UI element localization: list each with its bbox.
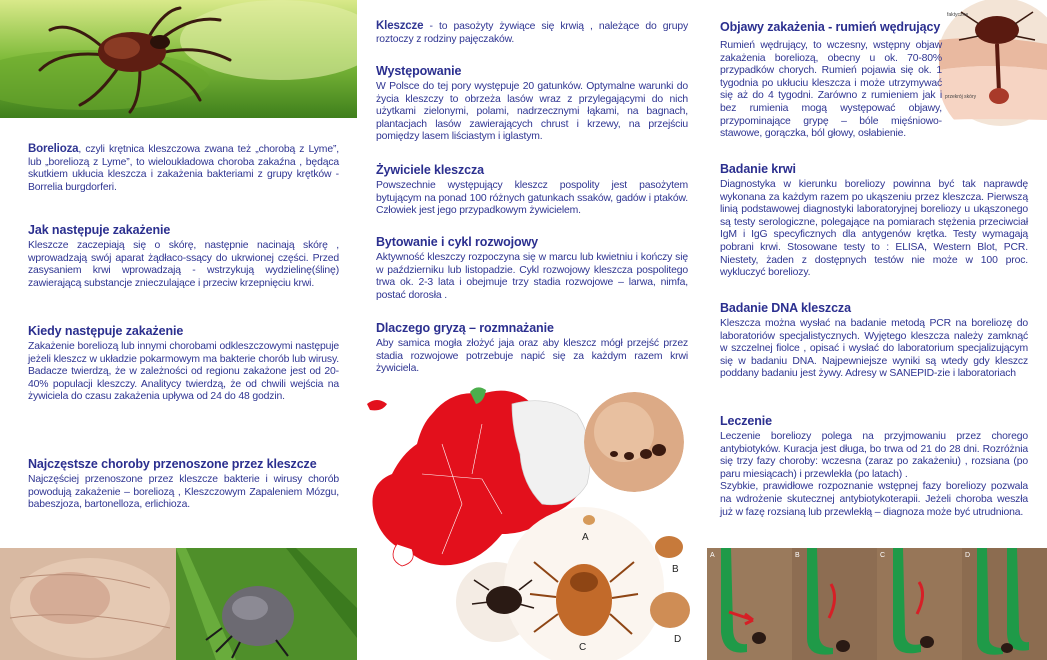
section-title: Badanie DNA kleszcza bbox=[720, 301, 851, 315]
diagram-label-2: przekrój skóry bbox=[945, 94, 977, 100]
section-badanie-krwi bbox=[720, 162, 1028, 280]
section-text: W Polsce do tej pory występuje 20 gatunków. Optymalne warunki do życia kleszczy to obrzeża lasów wraz z przylegającymi do nich użytkami zielonymi, polami, nadrzecznymi łąkami, na bagnach, plantacjach lasów zawierających chrust i krzewy, na przejściu pomiędzy lasem liściastym i iglastym. bbox=[376, 81, 688, 143]
removal-label-c: C bbox=[880, 552, 886, 559]
section-title: Bytowanie i cykl rozwojowy bbox=[376, 235, 539, 249]
tick-removal-steps-illustration bbox=[707, 548, 1047, 660]
tick-life-stages-illustration bbox=[434, 492, 710, 660]
engorged-tick-photo bbox=[176, 548, 357, 660]
removal-label-b: B bbox=[795, 552, 800, 559]
term-kleszcze: Kleszcze bbox=[376, 20, 424, 32]
section-text: Rumień wędrujący, to wczesny, wstępny objaw zakażenia boreliozą, obecny u ok. 70-80% przypadków chorych. Rumień pojawia się ok. 1 tygodnia po ukłuciu kleszcza i może utrzymywać się aż do 4 tygodni. Zarówno z rumieniem jak i bez rumienia mogą występować objawy, przypominające grypę – bóle mięśniowo-stawowe, gorączka, ból głowy, osłabienie. bbox=[720, 40, 942, 140]
tick-on-grass-photo bbox=[0, 0, 357, 118]
section-jak-nastepuje bbox=[28, 223, 339, 290]
diagram-label-1: faktyczne bbox=[947, 12, 969, 18]
intro-borelioza bbox=[28, 143, 339, 194]
intro-text: , czyli krętnica kleszczowa zwana też „chorobą z Lyme”, lub „boreliozą z Lyme”, to wieloukładowa choroba zakaźna , będąca skutkiem ukłucia kleszcza i zakażenia bakteriami z grupy krętków - Borrelia burgdorferi. bbox=[28, 144, 339, 193]
intro-kleszcze bbox=[376, 20, 688, 46]
section-dlaczego-gryza bbox=[376, 321, 688, 376]
skin-rash-photo bbox=[0, 548, 176, 660]
section-title: Występowanie bbox=[376, 64, 462, 78]
section-title: Żywiciele kleszcza bbox=[376, 163, 484, 177]
section-text: Aby samica mogła złożyć jaja oraz aby kleszcz mógł przejść przez stadia rozwojowe potrzebuje napić się za każdym razem krwi żywiciela. bbox=[376, 338, 688, 375]
section-bytowanie bbox=[376, 235, 688, 302]
term-borelioza: Borelioza bbox=[28, 143, 79, 155]
section-najczestsze-choroby bbox=[28, 457, 339, 512]
column-middle bbox=[362, 0, 700, 660]
section-title: Najczęstsze choroby przenoszone przez kleszcze bbox=[28, 457, 317, 471]
section-title: Leczenie bbox=[720, 414, 773, 428]
section-title: Jak następuje zakażenie bbox=[28, 223, 171, 237]
section-objawy bbox=[720, 20, 942, 37]
stage-label-a: A bbox=[582, 532, 589, 543]
section-text: Leczenie boreliozy polega na przyjmowaniu przez chorego antybiotyków. Kuracja jest długa, bo trwa od 21 do 28 dni. Rozróżnia się trzy fazy choroby: wczesna (zaraz po zakażeniu) , rozsiana (po paru miesiącach) i przewlekła (po latach) . Szybkie, prawidłowe rozpoznanie wstępnej fazy boreliozy pozwala na wdrożenie skutecznej antybiotykoterapii. Jeżeli choroba weszła już w fazę rozsianą lub przewlekłą – diagnoza może być utrudniona. bbox=[720, 431, 1028, 518]
column-left bbox=[0, 0, 357, 660]
section-text: Najczęściej przenoszone przez kleszcze bakterie i wirusy chorób powodują zakażenie – boreliozą , Kleszczowym Zapaleniem Mózgu, babeszjoza, bartonelloza, erlichioza. bbox=[28, 474, 339, 511]
section-kiedy-nastepuje bbox=[28, 324, 339, 404]
section-text: Diagnostyka w kierunku boreliozy powinna być tak naprawdę wykonana za każdym razem po ukąszeniu przez kleszcza. Pierwszą linią podstawowej diagnostyki laboratoryjnej boreliozy u ukąszonego są testy serologiczne, polegające na pomiarach stężenia przeciwciał IgM i IgG specyficznych dla antygenów krętka. Testy wymagają pobrani krwi. Stosowane testy to : ELISA, Western Blot, PCR. Niestety, żaden z dostępnych testów nie może w 100 proc. wykluczyć boreliozy. bbox=[720, 179, 1028, 279]
section-text: Powszechnie występujący kleszcz pospolity jest pasożytem bytującym na ponad 100 różnych gatunkach ssaków, gadów i ptaków. Człowiek jest jego przypadkowym żywicielem. bbox=[376, 180, 688, 217]
section-title: Badanie krwi bbox=[720, 162, 796, 176]
section-text: Aktywność kleszczy rozpoczyna się w marcu lub kwietniu i kończy się w październiku lub listopadzie. Cykl rozwojowy kleszcza pospolitego trwa ok. 2-3 lata i obejmuje trzy stadia rozwojowe – larwa, nimfa, postać dorosła . bbox=[376, 252, 688, 301]
section-objawy-text bbox=[720, 40, 942, 141]
intro-text: - to pasożyty żywiące się krwią , należące do grupy roztoczy z rodziny pajęczaków. bbox=[376, 21, 688, 45]
section-text: Kleszcza można wysłać na badanie metodą PCR na boreliozę do laboratoriów specjalistycznych. Wyjętego kleszcza należy zamknąć w szczelnej fiolce , opisać i wysłać do laboratorium specjalizującym się w badaniu DNA. Najpewniejsze wyniki są wtedy gdy kleszcz poddany badaniu jest żywy. Adresy w SANEPID-zie i laboratoriach bbox=[720, 318, 1028, 380]
column-right bbox=[707, 0, 1047, 660]
section-zywiciele bbox=[376, 163, 688, 218]
section-title: Dlaczego gryzą – rozmnażanie bbox=[376, 321, 554, 335]
section-badanie-dna bbox=[720, 301, 1028, 381]
skin-cross-section-diagram bbox=[939, 0, 1047, 140]
section-title: Objawy zakażenia - rumień wędrujący bbox=[720, 20, 941, 34]
section-title: Kiedy następuje zakażenie bbox=[28, 324, 184, 338]
stage-label-c: C bbox=[579, 642, 587, 653]
section-wystepowanie bbox=[376, 64, 688, 144]
removal-label-a: A bbox=[710, 552, 715, 559]
ticks-on-skin-circle bbox=[584, 392, 684, 492]
stage-label-d: D bbox=[674, 634, 682, 645]
section-text: Kleszcze zaczepiają się o skórę, następnie nacinają skórę , wprowadzają swój aparat żądłaco-ssący do ukrwionej części. Przed zasysaniem krwi wprowadzają - wstrzykują wydzielinę(ślinę) zawierającą substancje znieczulające i przeciw krzepnięciu krwi. bbox=[28, 240, 339, 289]
section-text: Zakażenie boreliozą lub innymi chorobami odkleszczowymi następuje jeżeli kleszcz w układzie pokarmowym ma bakterie chorób lub wirusy. Badacze twierdzą, że w zależności od regionu zakażone jest od 20-40% populacji kleszczy. Analitycy twierdzą, że od chwili wejścia na żywiciela do czasu zakażenia upływa od 24 do 48 godzin. bbox=[28, 341, 339, 403]
removal-label-d: D bbox=[965, 552, 971, 559]
section-leczenie bbox=[720, 414, 1028, 519]
stage-label-b: B bbox=[672, 564, 679, 575]
